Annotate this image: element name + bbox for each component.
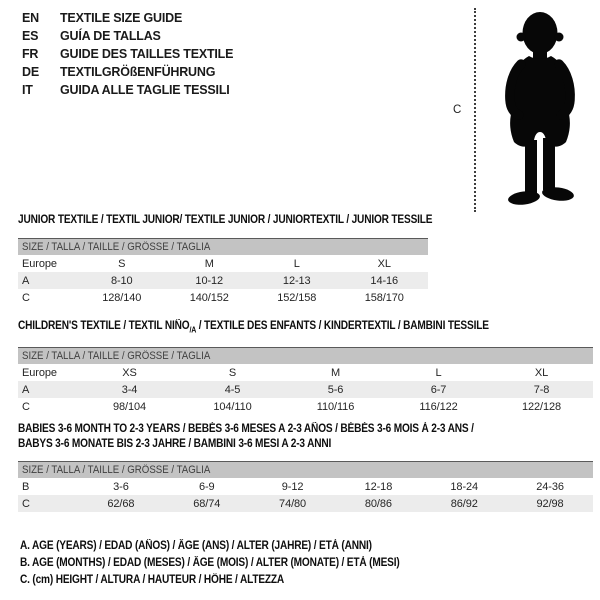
value-cell: 8-10 xyxy=(110,274,133,287)
size-header-bar xyxy=(18,347,593,364)
row-label-cell: A xyxy=(22,383,30,396)
value-cell: 10-12 xyxy=(195,274,224,287)
value-cell: 74/80 xyxy=(279,497,307,510)
language-code: ES xyxy=(22,29,39,43)
row-label-cell: C xyxy=(22,400,30,413)
value-cell: 128/140 xyxy=(102,291,142,304)
value-cell: S xyxy=(118,257,126,270)
babies-table-body xyxy=(18,478,593,512)
language-row xyxy=(22,63,233,81)
value-cell: XS xyxy=(122,366,137,379)
language-row xyxy=(22,81,233,99)
table-row xyxy=(18,289,428,306)
value-cell: 6-7 xyxy=(430,383,447,396)
table-row xyxy=(18,398,593,415)
babies-table-title xyxy=(18,422,593,452)
value-cell: 24-36 xyxy=(536,480,564,493)
value-cell: 4-5 xyxy=(224,383,241,396)
value-cell: 158/170 xyxy=(364,291,404,304)
row-label-cell: Europe xyxy=(22,366,57,379)
value-cell: 152/158 xyxy=(277,291,317,304)
value-cell: 6-9 xyxy=(198,480,215,493)
junior-table-title xyxy=(18,214,433,227)
legend-line xyxy=(20,555,451,572)
value-cell: 104/110 xyxy=(213,400,252,413)
value-cell: L xyxy=(293,257,300,270)
value-cell: 110/116 xyxy=(316,400,355,413)
value-cell: 3-6 xyxy=(113,480,129,493)
language-guide-title: GUIDA ALLE TAGLIE TESSILI xyxy=(60,83,230,97)
value-cell: 7-8 xyxy=(533,383,550,396)
value-cell: 68/74 xyxy=(193,497,221,510)
language-guide-title: GUIDE DES TAILLES TEXTILE xyxy=(60,47,234,61)
children-table-title-text xyxy=(18,320,489,336)
legend-line xyxy=(20,572,451,589)
table-row xyxy=(18,255,428,272)
value-cell: 140/152 xyxy=(189,291,229,304)
language-code: DE xyxy=(22,65,39,79)
junior-size-table xyxy=(18,214,433,306)
value-cell: 80/86 xyxy=(364,497,392,510)
value-cell: 62/68 xyxy=(107,497,135,510)
value-cell: 92/98 xyxy=(536,497,564,510)
table-row xyxy=(18,272,428,289)
row-label-cell: Europe xyxy=(22,257,57,270)
legend-line-text: C. (cm) HEIGHT / ALTURA / HAUTEUR / HÖHE / ALTEZZA xyxy=(20,574,285,586)
language-row xyxy=(22,45,233,63)
value-cell: 9-12 xyxy=(281,480,304,493)
language-guide-title: TEXTILGRÖßENFÜHRUNG xyxy=(60,65,216,79)
value-cell: 12-13 xyxy=(282,274,311,287)
height-dashed-line xyxy=(474,8,476,212)
babies-title-line1: BABIES 3-6 MONTH TO 2-3 YEARS / BEBÉS 3-6 MESES A 2-3 AÑOS / BÉBÉS 3-6 MOIS À 2-3 ANS / xyxy=(18,423,474,435)
row-label-cell: C xyxy=(22,291,30,304)
children-title-suffix: / TEXTILE DES ENFANTS / KINDERTEXTIL / BAMBINI TESSILE xyxy=(196,320,489,332)
language-row xyxy=(22,9,233,27)
children-title-sub: /A xyxy=(189,325,197,335)
table-row xyxy=(18,381,593,398)
children-size-table xyxy=(18,320,593,415)
babies-size-table xyxy=(18,422,593,512)
value-cell: 122/128 xyxy=(521,400,562,413)
value-cell: M xyxy=(330,366,341,379)
measure-legend xyxy=(20,538,451,589)
language-row xyxy=(22,27,233,45)
language-guide-title: GUÍA DE TALLAS xyxy=(60,29,161,43)
legend-line xyxy=(20,538,451,555)
size-header-bar xyxy=(18,238,428,255)
value-cell: XL xyxy=(377,257,391,270)
row-label-cell: B xyxy=(22,480,30,493)
size-header-label: SIZE / TALLA / TAILLE / GRÖSSE / TAGLIA xyxy=(22,350,211,363)
size-header-label: SIZE / TALLA / TAILLE / GRÖSSE / TAGLIA xyxy=(22,464,211,476)
value-cell: 3-4 xyxy=(121,383,138,396)
value-cell: XL xyxy=(534,366,549,379)
junior-table-title-text: JUNIOR TEXTILE / TEXTIL JUNIOR/ TEXTILE JUNIOR / JUNIORTEXTIL / JUNIOR TESSILE xyxy=(18,214,433,226)
value-cell: S xyxy=(228,366,237,379)
size-header-label: SIZE / TALLA / TAILLE / GRÖSSE / TAGLIA xyxy=(22,241,211,253)
junior-table-body xyxy=(18,255,428,306)
height-measure-label: C xyxy=(453,104,462,116)
table-row xyxy=(18,495,593,512)
value-cell: 5-6 xyxy=(327,383,344,396)
baby-silhouette-icon xyxy=(483,8,595,214)
value-cell: 116/122 xyxy=(419,400,458,413)
legend-line-text: B. AGE (MONTHS) / EDAD (MESES) / ÂGE (MOIS) / ALTER (MONATE) / ETÀ (MESI) xyxy=(20,557,400,569)
language-guide-title: TEXTILE SIZE GUIDE xyxy=(60,11,183,25)
language-code: IT xyxy=(22,83,33,97)
children-title-prefix: CHILDREN'S TEXTILE / TEXTIL NIÑO xyxy=(18,320,190,332)
value-cell: L xyxy=(435,366,442,379)
value-cell: M xyxy=(204,257,214,270)
children-table-title xyxy=(18,320,593,336)
row-label-cell: C xyxy=(22,497,30,510)
language-code: EN xyxy=(22,11,39,25)
row-label-cell: A xyxy=(22,274,30,287)
value-cell: 18-24 xyxy=(450,480,479,493)
value-cell: 14-16 xyxy=(370,274,399,287)
children-table-body xyxy=(18,364,593,415)
legend-line-text: A. AGE (YEARS) / EDAD (AÑOS) / ÂGE (ANS) / ALTER (JAHRE) / ETÀ (ANNI) xyxy=(20,540,372,552)
size-header-bar xyxy=(18,461,593,478)
language-title-block xyxy=(22,9,233,99)
babies-title-line2: BABYS 3-6 MONATE BIS 2-3 JAHRE / BAMBINI 3-6 MESI A 2-3 ANNI xyxy=(18,438,332,450)
language-code: FR xyxy=(22,47,39,61)
table-row xyxy=(18,478,593,495)
value-cell: 98/104 xyxy=(112,400,147,413)
table-row xyxy=(18,364,593,381)
value-cell: 86/92 xyxy=(450,497,478,510)
value-cell: 12-18 xyxy=(364,480,393,493)
